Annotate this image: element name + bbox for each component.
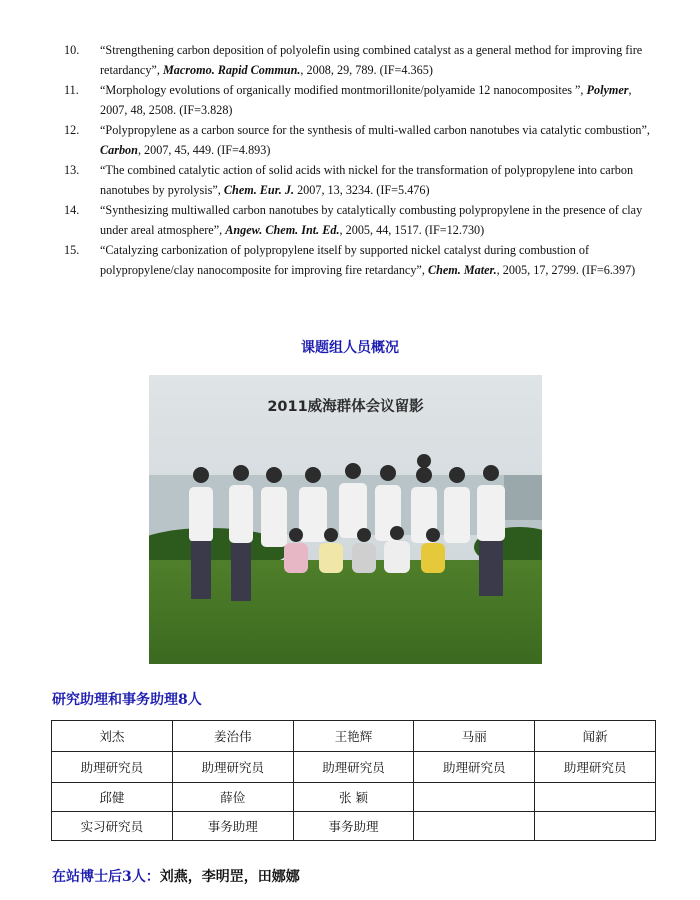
table-cell: 助理研究员 [172, 752, 293, 783]
group-photo [149, 375, 542, 664]
postdoc-names: 刘燕，李明罡，田娜娜 [159, 869, 300, 885]
reference-number: 12. [64, 123, 80, 137]
table-cell [414, 812, 535, 841]
journal-name: Angew. Chem. Int. Ed. [225, 223, 340, 237]
table-cell [414, 783, 535, 812]
reference-item [64, 200, 654, 240]
reference-number: 13. [64, 163, 80, 177]
journal-name: Macromo. Rapid Commun. [162, 63, 301, 77]
table-cell: 姜治伟 [172, 721, 293, 752]
reference-number: 11. [64, 83, 79, 97]
table-cell: 刘杰 [52, 721, 173, 752]
table-cell: 事务助理 [293, 812, 414, 841]
table-cell: 助理研究员 [414, 752, 535, 783]
reference-text: “Morphology evolutions of organically modified montmorillonite/polyamide 12 nanocomposites ”, Polymer, 2007, 48, 2508. (IF=3.828) [100, 83, 632, 117]
reference-text: “The combined catalytic action of solid acids with nickel for the transformation of polypropylene into carbon nanotubes by pyrolysis”, Chem. Eur. J. 2007, 13, 3234. (IF=5.476) [100, 163, 634, 197]
reference-number: 15. [64, 243, 80, 257]
journal-name: Polymer [586, 83, 629, 97]
table-row [52, 783, 656, 812]
table-cell: 助理研究员 [293, 752, 414, 783]
table-row [52, 812, 656, 841]
journal-name: Carbon [100, 143, 138, 157]
reference-text: “Strengthening carbon deposition of polyolefin using combined catalyst as a general method for improving fire retardancy”, Macromo. Rapid Commun., 2008, 29, 789. (IF=4.365) [100, 43, 643, 77]
table-cell: 薛俭 [172, 783, 293, 812]
reference-text: “Synthesizing multiwalled carbon nanotubes by catalytically combusting polypropylene in the presence of clay under areal atmosphere”, Angew. Chem. Int. Ed., 2005, 44, 1517. (IF=12.730) [100, 203, 643, 237]
table-cell: 助理研究员 [535, 752, 656, 783]
group-photo-illustration [149, 375, 542, 664]
reference-item [64, 240, 654, 280]
postdoc-label: 在站博士后3人： [52, 869, 160, 885]
reference-item [64, 160, 654, 200]
table-cell [535, 783, 656, 812]
section-title: 课题组人员概况 [301, 340, 399, 356]
table-cell: 张 颖 [293, 783, 414, 812]
staff-table [51, 720, 656, 841]
journal-name: Chem. Mater. [427, 263, 497, 277]
table-cell: 助理研究员 [52, 752, 173, 783]
table-cell [535, 812, 656, 841]
reference-item [64, 80, 654, 120]
photo-caption: 2011威海群体会议留影 [267, 399, 424, 415]
reference-number: 14. [64, 203, 80, 217]
reference-item [64, 40, 654, 80]
reference-text: “Polypropylene as a carbon source for the synthesis of multi-walled carbon nanotubes via catalytic combustion”, Carbon, 2007, 45, 449. (IF=4.893) [100, 123, 650, 157]
table-cell: 王艳辉 [293, 721, 414, 752]
table-row [52, 721, 656, 752]
reference-item [64, 120, 654, 160]
table-row [52, 752, 656, 783]
reference-text: “Catalyzing carbonization of polypropylene itself by supported nickel catalyst during combustion of polypropylene/clay nanocomposite for improving fire retardancy”, Chem. Mater., 2005, 17, 2799. (IF=6.397) [100, 243, 636, 277]
table-cell: 闻新 [535, 721, 656, 752]
journal-name: Chem. Eur. J. [223, 183, 295, 197]
table-cell: 邱健 [52, 783, 173, 812]
postdoc-line [52, 866, 300, 886]
reference-list [64, 40, 654, 280]
table-cell: 马丽 [414, 721, 535, 752]
reference-number: 10. [64, 43, 80, 57]
assistants-title: 研究助理和事务助理8人 [52, 692, 202, 708]
table-cell: 事务助理 [172, 812, 293, 841]
table-cell: 实习研究员 [52, 812, 173, 841]
